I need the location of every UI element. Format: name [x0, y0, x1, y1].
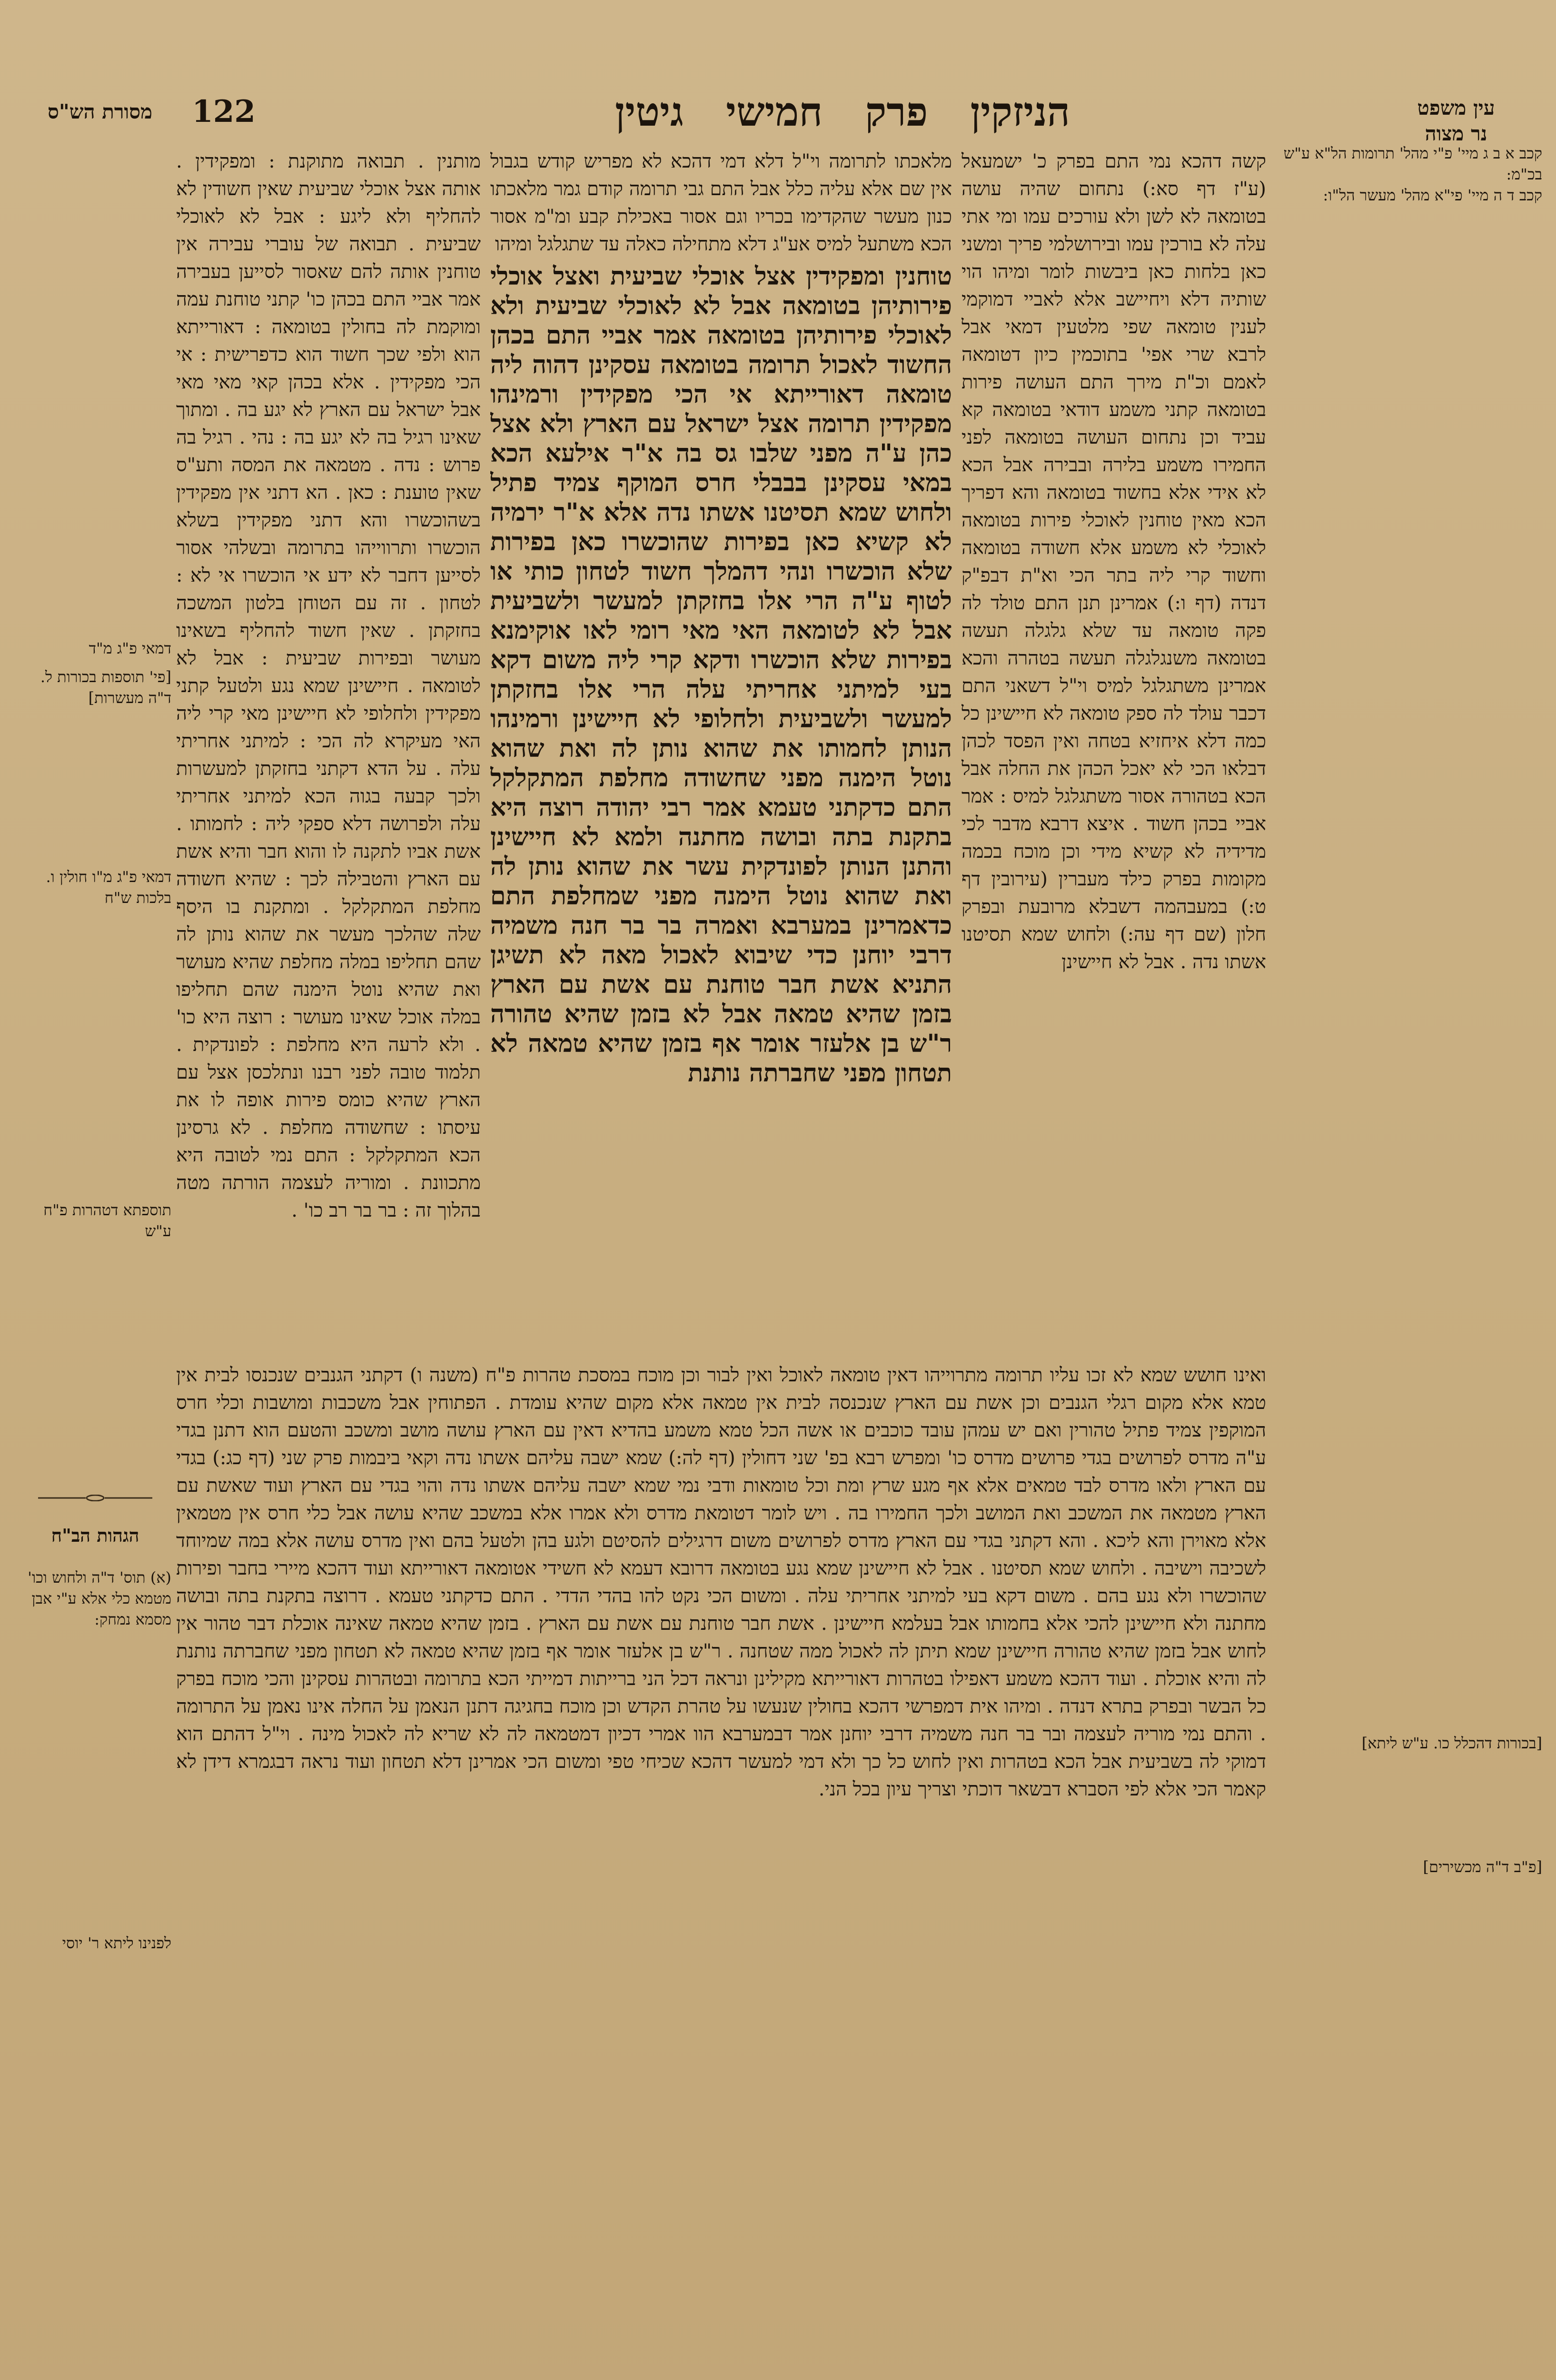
- masoret-ref-4: תוספתא דטהרות פ"ח ע"ש: [43, 1201, 171, 1240]
- commentary-right-column: קשה דהכא נמי התם בפרק כ' ישמעאל (ע"ז דף סא:) נתחום שהיה עושה בטומאה לא לשן ולא עורכים עמו ומי אתי עלה לא בורכין עמו ובירושלמי פריך ומשני כאן בלחות כאן ביבשות לומר ומיהו הוי שותיה דלא ויחיישב אלא לאביי דמוקמי לענין טומאה שפי מלטעין דמאי אבל לרבא שרי אפי' בתוכמין כיון דטומאה לאמם וכ"ת מירך התם העושה פירות בטומאה קתני משמע דודאי בטומאה קא עביד וכן נתחום העושה בטומאה לפני החמירו משמע בלירה ובבירה אבל הכא לא אידי אלא בחשוד בטומאה והא דפריך הכא מאין טוחנין לאוכלי פירות בטומאה לאוכלי לא משמע אלא חשודה בטומאה וחשוד קרי ליה בתר הכי וא"ת דבפ"ק דנדה (דף ו:) אמרינן תנן התם טולד לה פקה טומאה עד שלא גלגלה תעשה בטומאה משנגלגלה תעשה בטהרה והכא אמרינן משתגלגל למיס וי"ל דשאני התם דכבר עולד לה ספק טומאה לא חיישינן כל כמה דלא איחזיא בטחה ואין הפסד לכהן דבלאו הכי לא יאכל הכהן את החלה אבל הכא בטהורה אסור משתגלגל למיס : אמר אביי בכהן חשוד . איצא דרבא מדבר לכי מדידיה לא קשיא מידי וכן מוכח בכמה מקומות בפרק כילד מעברין (עירובין דף ט:) במעבהמה דשבלא מרובעת ובפרק חלון (שם דף עה:) ולחוש שמא תסיטנו אשתו נדה . אבל לא חיישינן: [961, 150, 1266, 973]
- ornament-divider: [38, 1495, 152, 1501]
- commentary-left-column: מותנין . תבואה מתוקנת : ומפקידין . אותה אצל אוכלי שביעית שאין חשודין לא להחליף ולא ליגע : אבל לא לאוכלי שביעית . תבואה של עוברי עבירה אין טוחנין אותה להם שאסור לסייען בעבירה אמר אביי התם בכהן כו' קתני טוחנת עמה ומוקמת לה בחולין בטומאה : דאורייתא הוא ולפי שכך חשוד הוא כדפרישית : אי הכי מפקידין . אלא בכהן קאי מאי מאי אבל ישראל עם הארץ לא יגע בה . ומתוך שאינו רגיל בה לא יגע בה : נהי . רגיל בה פרוש : נדה . מטמאה את המסה ותע"ס שאין טוענת : כאן . הא דתני אין מפקידין בשהוכשרו והא דתני מפקידין בשלא הוכשרו ותרווייהו בתרומה ובשלהי אסור לסייען דחבר לא ידע אי הוכשרו אי לא : לטחון . זה עם הטוחן בלטון המשכה בחזקתן . שאין חשוד להחליף בשאינו מעושר ובפירות שביעית : אבל לא לטומאה . חיישינן שמא נגע ולטעל קתני מפקידין ולחלופי לא חיישינן מאי קרי ליה האי מעיקרא לה הכי : למיתני אחריתי עלה . על הדא דקתני בחזקתן למעשרות ולכך קבעה בגוה הכא למיתני אחריתי עלה ולפרושה דלא ספקי ליה : לחמותו . אשת אביו לתקנה לו והוא חבר והיא אשת עם הארץ והטבילה לכך : שהיא חשודה מחלפת המתקלקל . ומתקנת בו היסף שלה שהלכך מעשר את שהוא נותן לה שהם תחליפו במלה מחלפת שהיא מעושר ואת שהיא נוטל הימנה שהם תחליפו במלה אוכל שאינו מעושר : רוצה היא כו' . ולא לרעה היא מחלפת : לפונדקית . תלמוד טובה לפני רבנו ונתלכסן אצל עם הארץ שהיא כומס פירות אופה לו את עיסתו : שחשודה מחלפת . לא גרסינן הכא המתקלקל : התם נמי לטובה היא מתכוונת . ומוריה לעצמה הורתה מטה בהלוך זה : בר בר רב כו' .: [176, 150, 481, 1221]
- commentary-bottom-block: ואינו חושש שמא לא זכו עליו תרומה מתרוייהו דאין טומאה לאוכל ואין לבור וכן מוכח במסכת טהרות פ"ח (משנה ו) דקתני הגנבים שנכנסו לבית אין טמא אלא מקום רגלי הגנבים וכן אשת עם הארץ שנכנסה לבית אין טמאה אלא מקום שהיא עומדת . הפתוחין אבל משכבות ומושבות וכלי חרס המוקפין צמיד פתיל טהורין ואם יש עמהן עובד כוכבים או אשה הכל טמא משמע בהדיא דאין עם הארץ עושה מושב ומשכב והטעם הוא דתנן בגדי ע"ה מדרס לפרושים בגדי פרושים מדרס כו' ומפרש רבא בפ' שני דחולין (דף לה:) שמא ישבה עליהם אשתו נדה וקאי ביבמות פרק שני (דף כג:) בגדי עם הארץ ולאו מדרס לבד טמאים אלא אף מגע שרץ ומת וכל טומאות ודבי נמי שמא ישבה עליהם אשתו נדה והוי בגדי עם הארץ ועוד שאשת עם הארץ מטמאה את המשכב ואת המושב ולכך החמירו בה . ויש לומר דטומאת מדרס ולא אמרו אלא במשכב שהיא עושה אבל כלי חרס אין מטמאין אלא מאוירן והא ליכא . והא דקתני בגדי עם הארץ מדרס לפרושים משום דרגילים להסיטם ולגע בהן ולטעל בהם ואין מדרס עושה אלא במה שמיוחד לשכיבה וישיבה . ולחוש שמא תסיטנו . אבל לא חיישינן שמא נגע בטומאה דרובא דעמא לא חשידי אטומאה דאורייתא ועוד דהכא מיירי בחבר ופירות שהוכשרו ולא נגע בהם . משום דקא בעי למיתני אחריתי עלה . ומשום הכי נקט להו בהדי הדדי . התם כדקתני טעמא . דרוצה בתקנת בתה ובושה מחתנה ולא חיישינן להכי אלא בחמותו אבל בעלמא חיישינן . אשת חבר טוחנת עם אשת עם הארץ . בזמן שהיא טמאה שאינה אוכלת דבר טהור אין לחוש אבל בזמן שהיא טהורה חיישינן שמא תיתן לה לאכול ממה שטחנה . ר"ש בן אלעזר אומר אף בזמן שהיא טמאה לא תטחון מפני שחברתה נותנת לה והיא אוכלת . ועוד דהכא משמע דאפילו בטהרות דאורייתא מקילינן ונראה דכל הני ברייתות דמייתי הכא בתרומה ובטהרות עסקינן והכי מוכח בפרק כל הבשר ובפרק בתרא דנדה . ומיהו אית דמפרשי דהכא בחולין שנעשו על טהרת הקדש וכן מוכח בחגיגה דתנן הנאמן על החלה אינו נאמן על התרומה . והתם נמי מוריה לעצמה ובר בר חנה משמיה דרבי יוחנן אמר דבמערבא הוו אמרי דכיון דמטמאה לה לא שריא לה לאכול מינה . וי"ל דהתם הוא דמוקי לה בשביעית אבל הכא בטהרות ואין לחוש כל כך ולא דמי למעשר דהכא שכיחי טפי ומשום הכי אמרינן דלא תטחון ועוד נראה דבגמרא דידן לא קאמר הכי אלא לפי הסברא דבשאר דוכתי וצריך עיון בכל הני.: [176, 1364, 1266, 1800]
- page-number: 122: [192, 94, 256, 129]
- haggahot-title: הגהות הב"ח: [51, 1525, 139, 1546]
- masoret-hashas-label: מסורת הש"ס: [47, 100, 153, 123]
- ein-mishpat-label: עין משפט נר מצוה: [1417, 96, 1495, 145]
- haggahot-habach: [19, 1504, 171, 1628]
- ein-mishpat-refs: קכב א ב ג מיי' פ"י מהל' תרומות הל"א ע"ש בכ"מ: קכב ד ה מיי' פי"א מהל' מעשר הל"ו:: [1283, 144, 1542, 204]
- side-ref-bottom-2: [פ"ב ד"ה מכשירים]: [1423, 1858, 1542, 1876]
- page-title: הניזקין פרק חמישי גיטין: [614, 88, 1070, 135]
- masoret-ref-5: לפנינו ליתא ר' יוסי: [62, 1934, 171, 1952]
- gemara-top-commentary: מלאכתו לתרומה וי"ל דלא דמי דהכא לא מפריש קודש בגבול אין שם אלא עליה כלל אבל התם גבי תרומה קודם גמר מלאכתו כנון מעשר שהקדימו בכריו וגם אסור באכילת קבע ומ"מ אסור הכא משתעל למיס אע"ג דלא מתחילה כאלה עד שתגלגל ומיהו: [490, 150, 952, 255]
- masoret-ref-2: [פי' תוספות בכורות ל. ד"ה מעשרות]: [40, 668, 171, 707]
- masoret-ref-1: דמאי פ"ג מ"ד: [89, 639, 171, 657]
- gemara-text: טוחנין ומפקידין אצל אוכלי שביעית ואצל אוכלי פירותיהן בטומאה אבל לא לאוכלי שביעית ולא לאוכלי פירותיהן בטומאה אמר אביי התם בכהן החשוד לאכול תרומה בטומאה עסקינן דהוה ליה טומאה דאורייתא אי הכי מפקידין ורמינהו מפקידין תרומה אצל ישראל עם הארץ ולא אצל כהן ע"ה מפני שלבו גס בה א"ר אילעא הכא במאי עסקינן בבבלי חרס המוקף צמיד פתיל ולחוש שמא תסיטנו אשתו נדה אלא א"ר ירמיה לא קשיא כאן בפירות שהוכשרו כאן בפירות שלא הוכשרו ונהי דהמלך חשוד לטחון כותי או לטוף ע"ה הרי אלו בחזקתן למעשר ולשביעית אבל לא לטומאה האי מאי רומי לאו אוקימנא בפירות שלא הוכשרו ודקא קרי ליה משום דקא בעי למיתני אחריתי עלה הרי אלו בחזקתן למעשר ולשביעית ולחלופי לא חיישינן ורמינהו הנותן לחמותו את שהוא נותן לה ואת שהוא נוטל הימנה מפני שחשודה מחלפת המתקלקל התם כדקתני טעמא אמר רבי יהודה רוצה היא בתקנת בתה ובושה מחתנה ולמא לא חיישינן והתנן הנותן לפונדקית עשר את שהוא נותן לה ואת שהוא נוטל הימנה מפני שמחלפת התם כדאמרינן במערבא ואמרה בר בר חנה משמיה דרבי יוחנן כדי שיבוא לאכול מאה לא תשיגן התניא אשת חבר טוחנת עם אשת עם הארץ בזמן שהיא טמאה אבל לא בזמן שהיא טהורה ר"ש בן אלעזר אומר אף בזמן שהיא טמאה לא תטחון מפני שחברתה נותנת: [490, 262, 952, 1088]
- side-ref-bottom-1: [בכורות דהכלל כו. ע"ש ליתא]: [1361, 1734, 1542, 1752]
- haggahot-text: (א) תוס' ד"ה ולחוש וכו' מטמא כלי אלא ע"י אבן מסמא נמחק:: [28, 1568, 171, 1628]
- masoret-ref-3: דמאי פ"ג מ"ו חולין ו. בלכות ש"ח: [46, 868, 171, 907]
